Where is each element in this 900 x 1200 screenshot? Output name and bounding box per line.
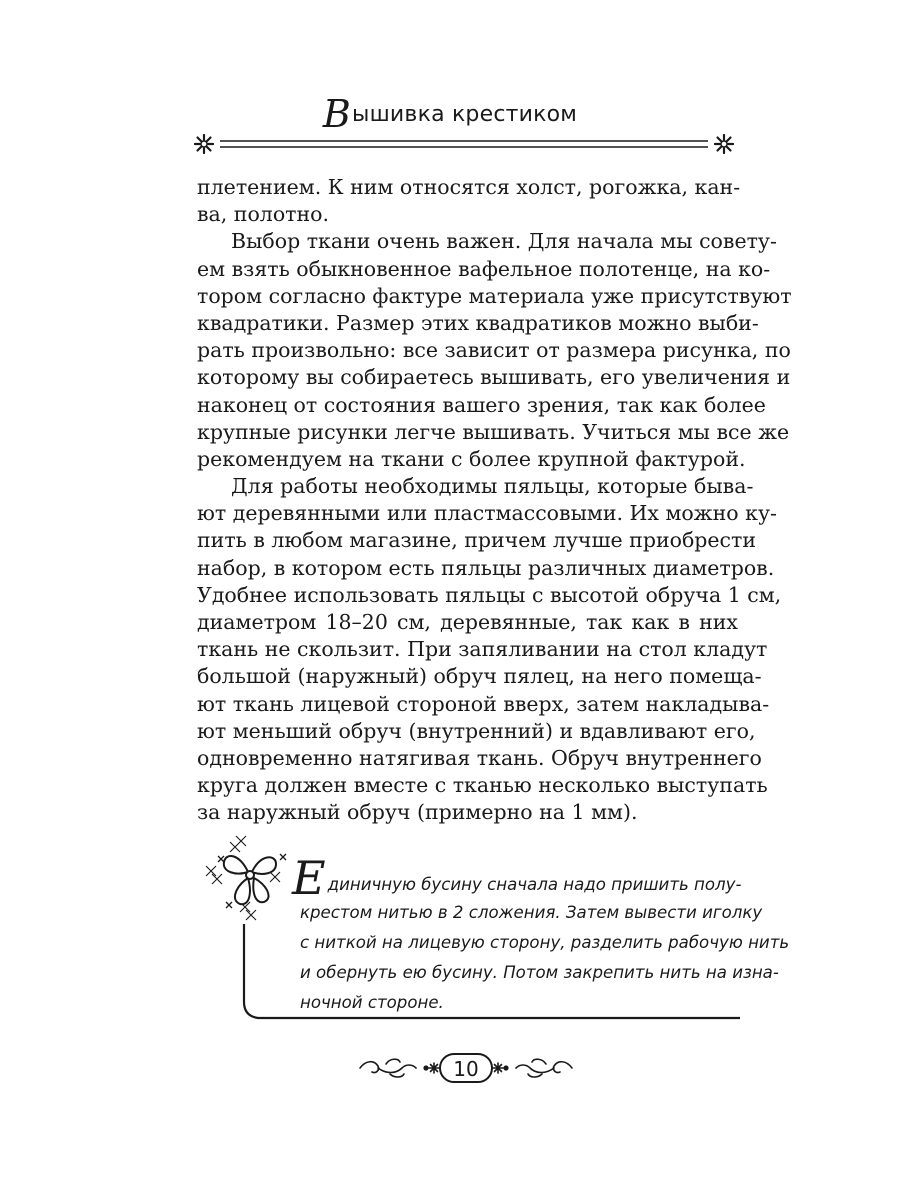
flower-left-icon	[195, 135, 213, 153]
text-line: ют меньший обруч (внутренний) и вдавливают его,	[197, 718, 756, 743]
text-line: тором согласно фактуре материала уже присутствуют	[197, 283, 792, 308]
callout-line: с ниткой на лицевую сторону, разделить рабочую нить	[300, 933, 790, 952]
page-number: 10	[453, 1057, 479, 1081]
running-header	[0, 92, 900, 136]
text-line: Выбор ткани очень важен. Для начала мы совету-	[231, 229, 777, 254]
footer-flower-icon	[429, 1063, 439, 1073]
text-line: ва, полотно.	[197, 202, 330, 227]
text-line: одновременно натягивая ткань. Обруч внутреннего	[197, 745, 762, 770]
text-line: пить в любом магазине, причем лучше приобрести	[197, 528, 757, 553]
text-line: большой (наружный) обруч пялец, на него помеща-	[197, 664, 762, 689]
text-line: которому вы собираетесь вышивать, его увеличения и	[197, 365, 791, 390]
text-line: набор, в котором есть пяльцы различных диаметров.	[197, 555, 775, 580]
callout-dropcap: Е	[292, 851, 326, 905]
text-line: плетением. К ним относятся холст, рогожка, кан-	[197, 175, 741, 199]
callout-text	[292, 851, 790, 1018]
text-line: круга должен вместе с тканью несколько выступать	[197, 773, 768, 798]
flower-right-icon	[715, 135, 733, 153]
callout-first-line-text: диничную бусину сначала надо пришить полу-	[327, 875, 742, 894]
footer-flower-icon	[493, 1063, 503, 1073]
text-line: ем взять обыкновенное вафельное полотенце, на ко-	[197, 256, 771, 281]
cross-stitch-flower-icon	[200, 832, 296, 924]
text-line: наконец от состояния вашего зрения, так как более	[197, 392, 766, 417]
text-line: за наружный обруч (примерно на 1 мм).	[197, 800, 638, 825]
text-line: Удобнее использовать пяльцы с высотой обруча 1 см,	[197, 582, 782, 607]
text-line: рекомендуем на ткани с более крупной фактурой.	[197, 446, 746, 471]
text-line: ткань не скользит. При запяливании на стол кладут	[197, 637, 768, 662]
callout-line: ночной стороне.	[300, 993, 444, 1012]
text-line: рать произвольно: все зависит от размера рисунка, по	[197, 338, 791, 363]
callout-line: и обернуть ею бусину. Потом закрепить нить на изна-	[300, 963, 779, 982]
text-line: ют ткань лицевой стороной вверх, затем накладыва-	[197, 691, 770, 716]
text-line: диаметром 18–20 см, деревянные, так как в них	[197, 610, 738, 634]
body-text	[197, 174, 792, 827]
text-line: крупные рисунки легче вышивать. Учиться мы все же	[197, 419, 790, 444]
text-line: ют деревянными или пластмассовыми. Их можно ку-	[197, 501, 777, 526]
header-ornamental-rule	[190, 128, 738, 162]
text-line: Для работы необходимы пяльцы, которые быва-	[231, 474, 754, 499]
header-initial: В	[322, 92, 352, 136]
text-line: квадратики. Размер этих квадратиков можно выби-	[197, 310, 759, 335]
callout-first-line	[292, 851, 742, 905]
header-title-text: ышивка крестиком	[352, 102, 578, 127]
callout-line: крестом нитью в 2 сложения. Затем вывести иголку	[300, 903, 763, 922]
